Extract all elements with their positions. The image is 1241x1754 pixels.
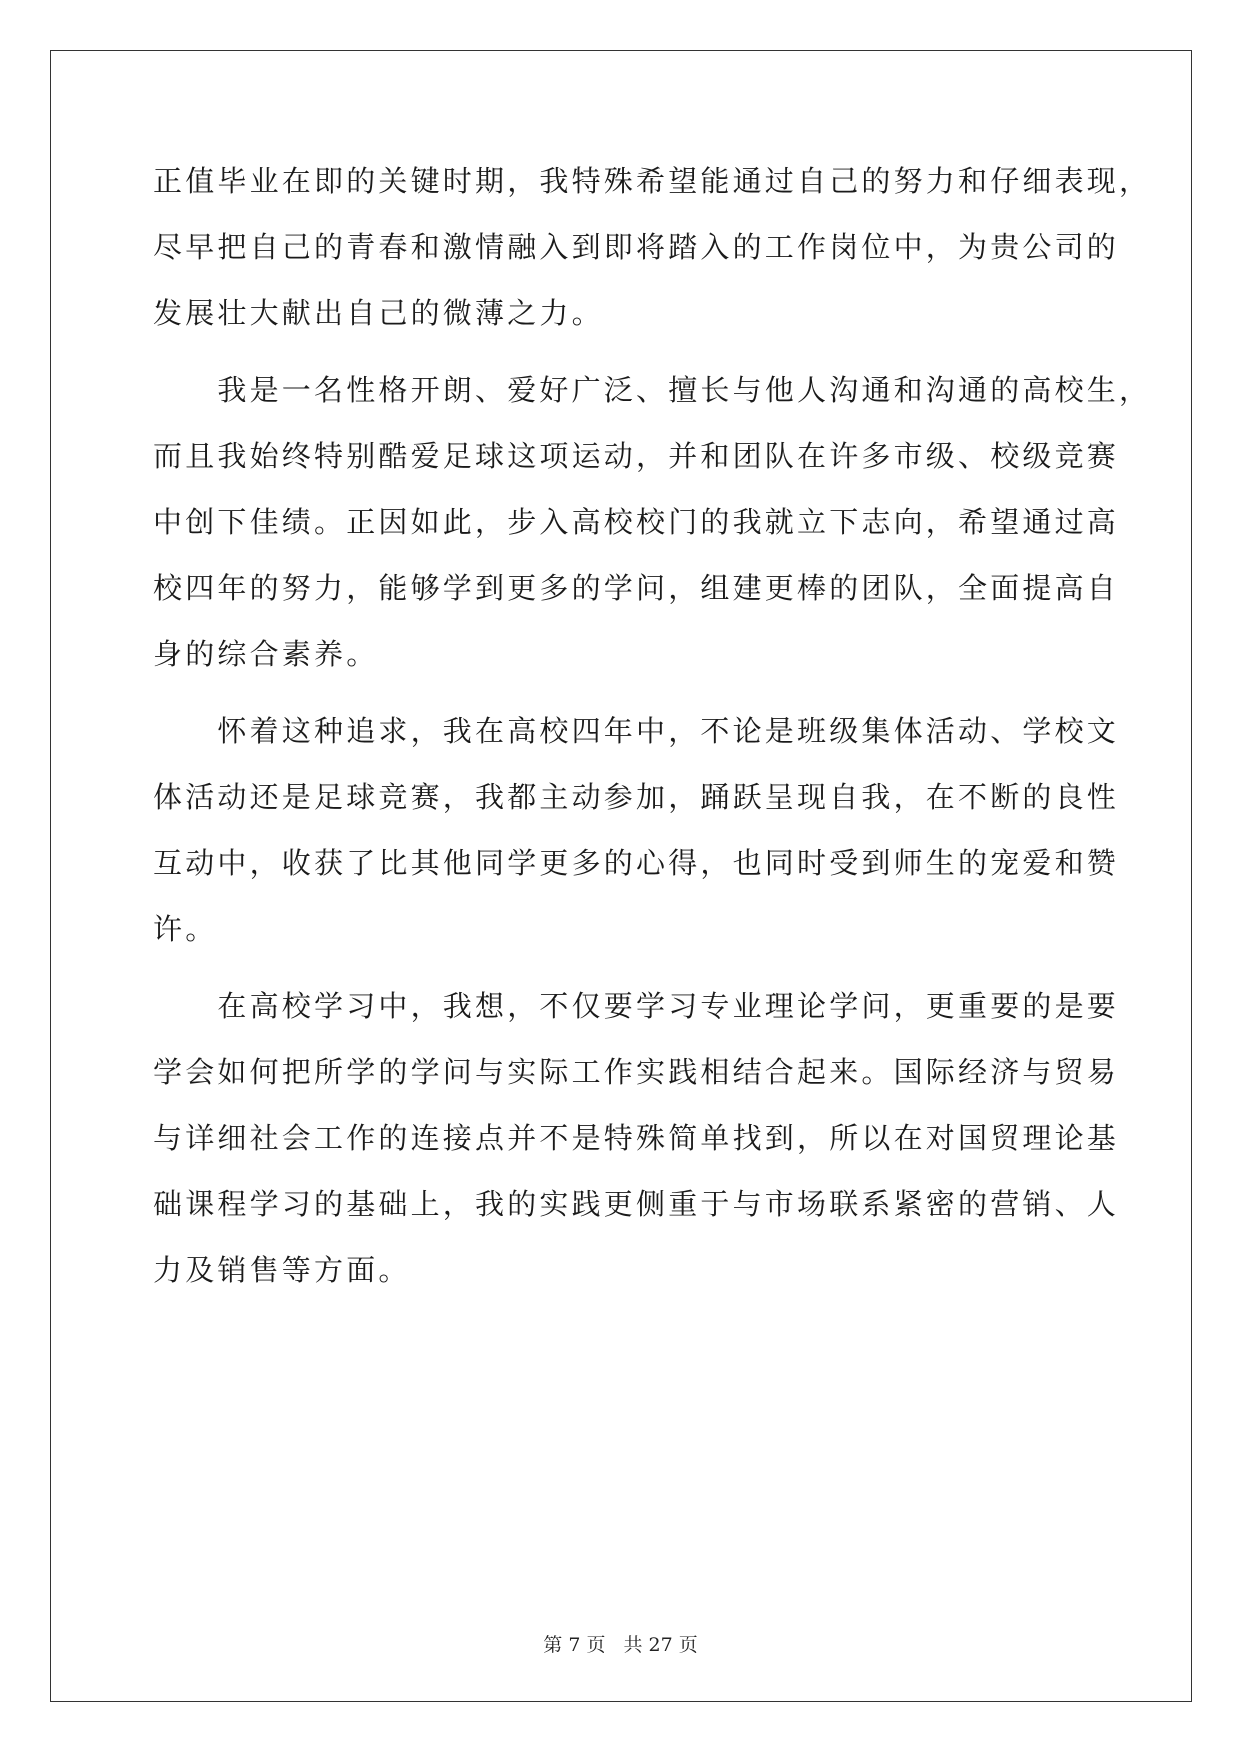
text-line: 校四年的努力，能够学到更多的学问，组建更棒的团队，全面提高自: [153, 571, 1120, 605]
text-line: 身的综合素养。: [153, 637, 379, 671]
total-pages: 共 27 页: [623, 1634, 698, 1656]
text-line: 尽早把自己的青春和激情融入到即将踏入的工作岗位中，为贵公司的: [153, 230, 1120, 264]
text-line: 在高校学习中，我想，不仅要学习专业理论学问，更重要的是要: [153, 989, 1120, 1023]
page-footer: [0, 1630, 1241, 1657]
text-line: 正值毕业在即的关键时期，我特殊希望能通过自己的努力和仔细表现，: [153, 164, 1152, 198]
text-line: 力及销售等方面。: [153, 1253, 411, 1287]
text-line: 学会如何把所学的学问与实际工作实践相结合起来。国际经济与贸易: [153, 1055, 1120, 1089]
text-line: 互动中，收获了比其他同学更多的心得，也同时受到师生的宠爱和赞: [153, 846, 1120, 880]
text-line: 许。: [153, 912, 218, 946]
text-line: 体活动还是足球竞赛，我都主动参加，踊跃呈现自我，在不断的良性: [153, 780, 1120, 814]
text-line: 而且我始终特别酷爱足球这项运动，并和团队在许多市级、校级竞赛: [153, 439, 1120, 473]
text-line: 与详细社会工作的连接点并不是特殊简单找到，所以在对国贸理论基: [153, 1121, 1120, 1155]
text-line: 础课程学习的基础上，我的实践更侧重于与市场联系紧密的营销、人: [153, 1187, 1120, 1221]
text-line: 中创下佳绩。正因如此，步入高校校门的我就立下志向，希望通过高: [153, 505, 1120, 539]
page-number: 第 7 页: [543, 1634, 606, 1656]
text-line: 发展壮大献出自己的微薄之力。: [153, 296, 604, 330]
text-line: 我是一名性格开朗、爱好广泛、擅长与他人沟通和沟通的高校生，: [153, 373, 1152, 407]
text-line: 怀着这种追求，我在高校四年中，不论是班级集体活动、学校文: [153, 714, 1120, 748]
